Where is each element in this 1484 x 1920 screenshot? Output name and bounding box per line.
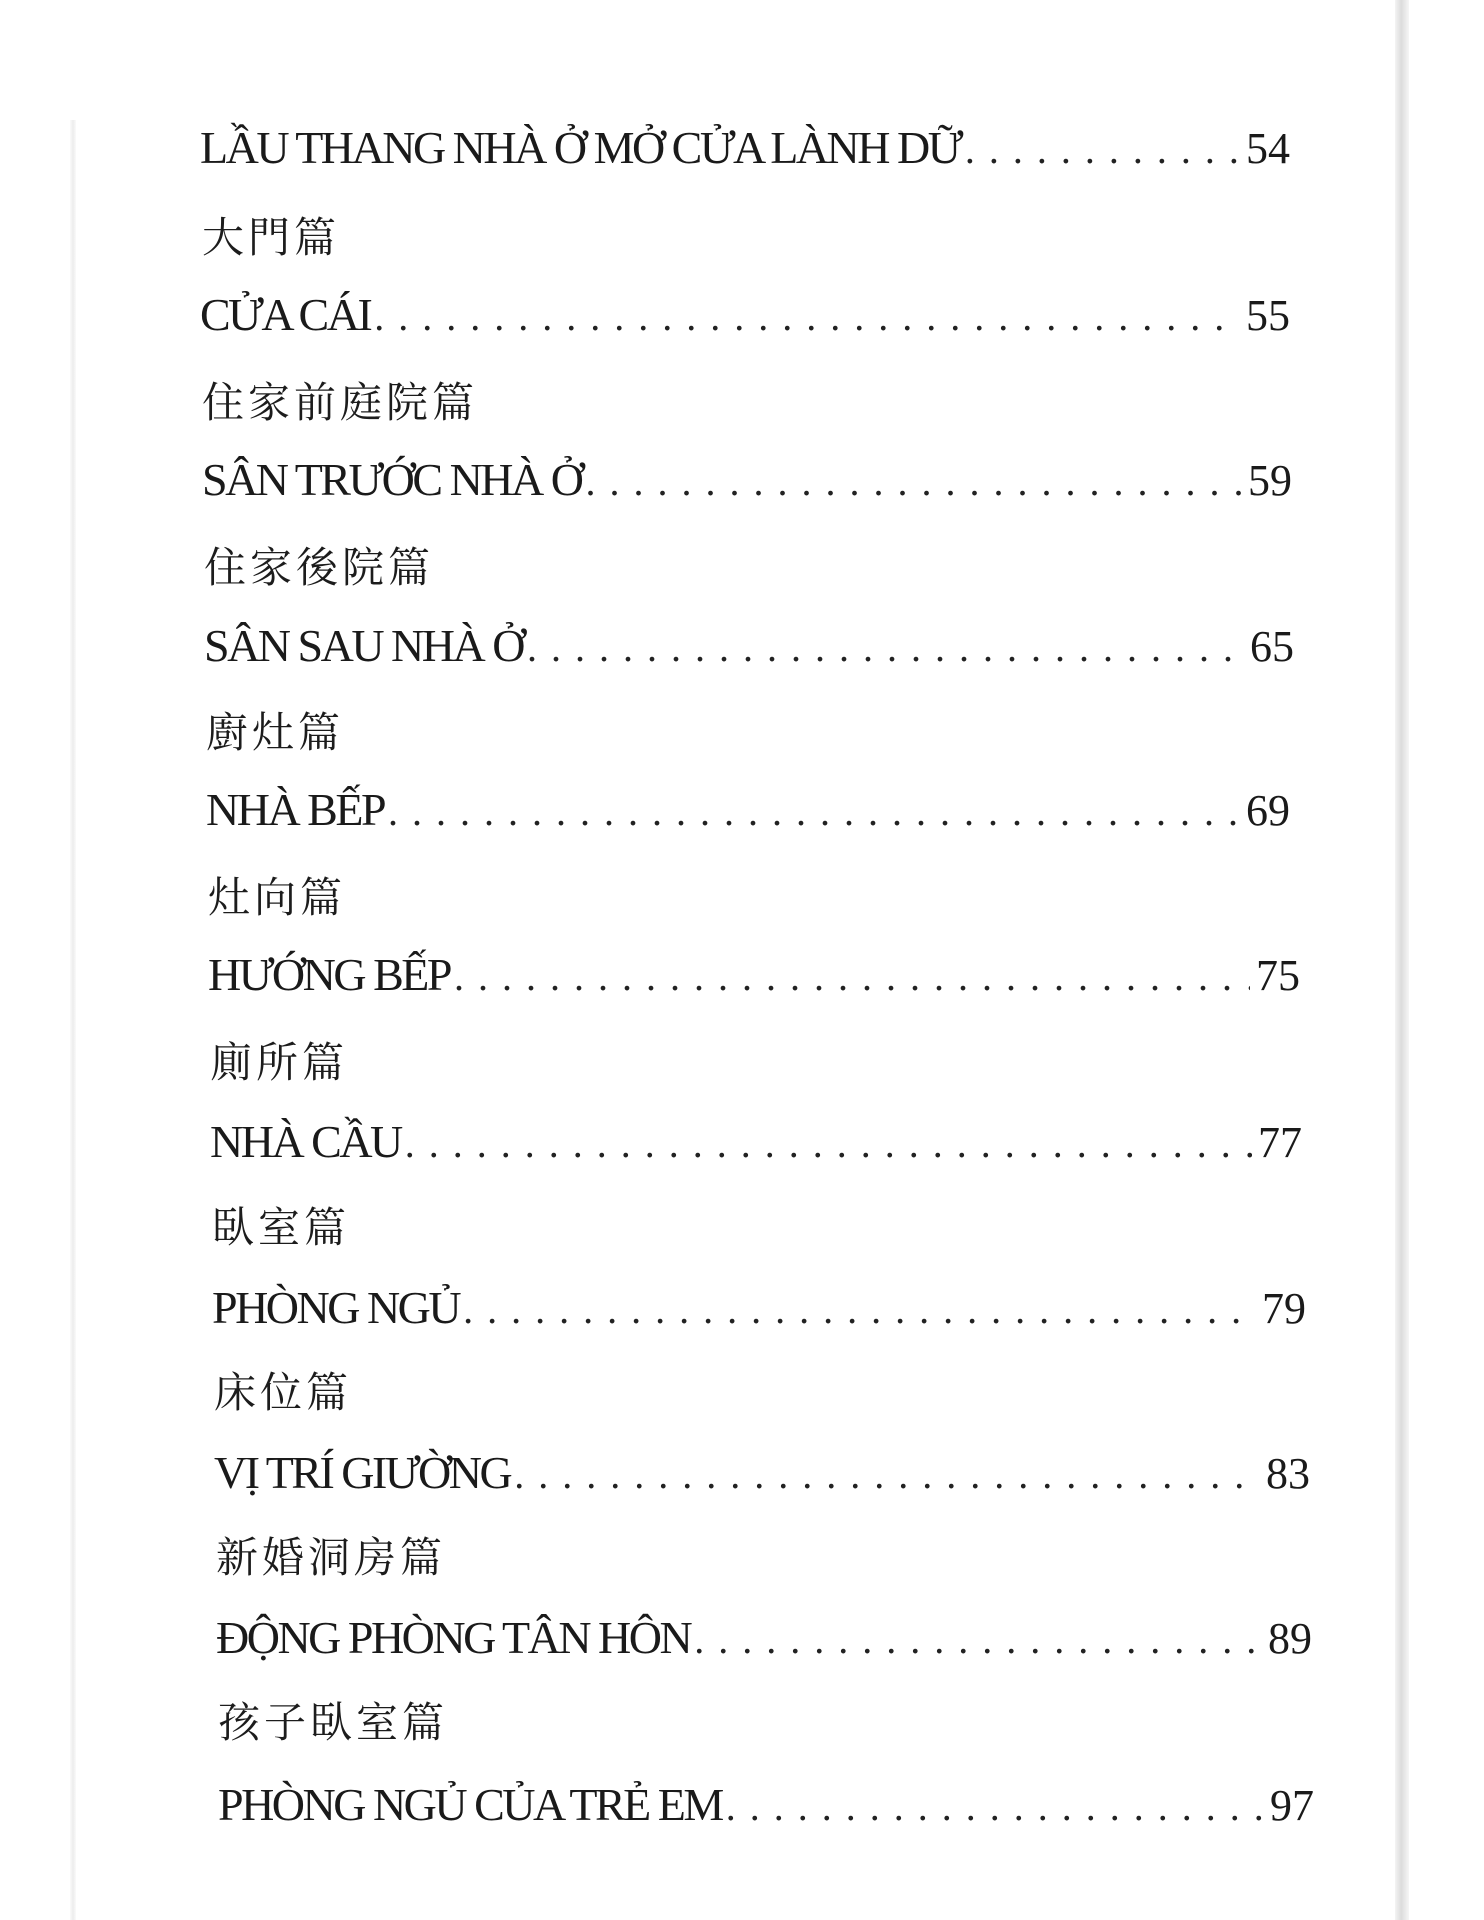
chinese-heading: 灶向篇	[208, 873, 347, 922]
toc-entry[interactable]	[216, 1608, 1312, 1668]
chinese-heading: 廚灶篇	[206, 708, 345, 757]
chinese-heading: 床位篇	[214, 1368, 353, 1417]
toc-entry-page: 89	[1268, 1614, 1312, 1663]
dot-leader	[514, 1445, 1260, 1505]
toc-entry-title: PHÒNG NGỦ CỦA TRẺ EM	[218, 1779, 722, 1830]
dot-leader	[527, 618, 1244, 678]
toc-entry-page: 59	[1248, 456, 1292, 505]
toc-entry[interactable]	[214, 1443, 1310, 1503]
toc-entry-title: ĐỘNG PHÒNG TÂN HÔN	[216, 1612, 691, 1663]
chinese-heading: 大門篇	[202, 213, 341, 262]
toc-entry-page: 77	[1258, 1118, 1302, 1167]
toc-entry-title: SÂN SAU NHÀ Ở	[204, 620, 523, 671]
toc-entry-title: NHÀ CẦU	[210, 1116, 401, 1167]
toc-entry[interactable]	[210, 1112, 1302, 1172]
dot-leader	[694, 1610, 1262, 1670]
toc-entry-page: 83	[1266, 1449, 1310, 1498]
dot-leader	[726, 1777, 1264, 1837]
toc-entry-page: 75	[1256, 951, 1300, 1000]
dot-leader	[463, 1280, 1256, 1340]
chinese-heading: 孩子臥室篇	[218, 1698, 449, 1747]
toc-entry[interactable]	[208, 945, 1300, 1005]
chinese-heading: 廁所篇	[210, 1038, 349, 1087]
toc-entry[interactable]	[212, 1278, 1306, 1338]
dot-leader	[585, 452, 1242, 512]
chinese-heading: 新婚洞房篇	[216, 1533, 447, 1582]
toc-entry-title: CỬA CÁI	[200, 289, 371, 340]
toc-entry[interactable]	[200, 285, 1290, 345]
toc-entry[interactable]	[204, 616, 1294, 676]
dot-leader	[454, 947, 1250, 1007]
toc-entry-title: PHÒNG NGỦ	[212, 1282, 460, 1333]
toc-entry-page: 69	[1246, 786, 1290, 835]
dot-leader	[965, 120, 1240, 180]
toc-entry[interactable]	[200, 118, 1290, 178]
toc-entry-title: VỊ TRÍ GIƯỜNG	[214, 1447, 511, 1498]
chinese-heading: 住家前庭院篇	[202, 378, 479, 427]
dot-leader	[374, 287, 1240, 347]
toc-entry-page: 79	[1262, 1284, 1306, 1333]
toc-entry-title: HƯỚNG BẾP	[208, 949, 450, 1000]
dot-leader	[405, 1114, 1252, 1174]
toc-entry[interactable]	[202, 450, 1292, 510]
chinese-heading: 住家後院篇	[204, 543, 435, 592]
toc-entry-page: 54	[1246, 124, 1290, 173]
toc-entry-page: 55	[1246, 291, 1290, 340]
toc-entry-page: 65	[1250, 622, 1294, 671]
toc-entry[interactable]	[218, 1775, 1314, 1835]
toc-entry-title: NHÀ BẾP	[206, 784, 385, 835]
toc-entry-title: LẦU THANG NHÀ Ở MỞ CỬA LÀNH DỮ	[200, 122, 961, 173]
dot-leader	[388, 782, 1240, 842]
toc-entry[interactable]	[206, 780, 1290, 840]
toc-entry-page: 97	[1270, 1781, 1314, 1830]
toc-entry-title: SÂN TRƯỚC NHÀ Ở	[202, 454, 582, 505]
chinese-heading: 臥室篇	[212, 1203, 351, 1252]
